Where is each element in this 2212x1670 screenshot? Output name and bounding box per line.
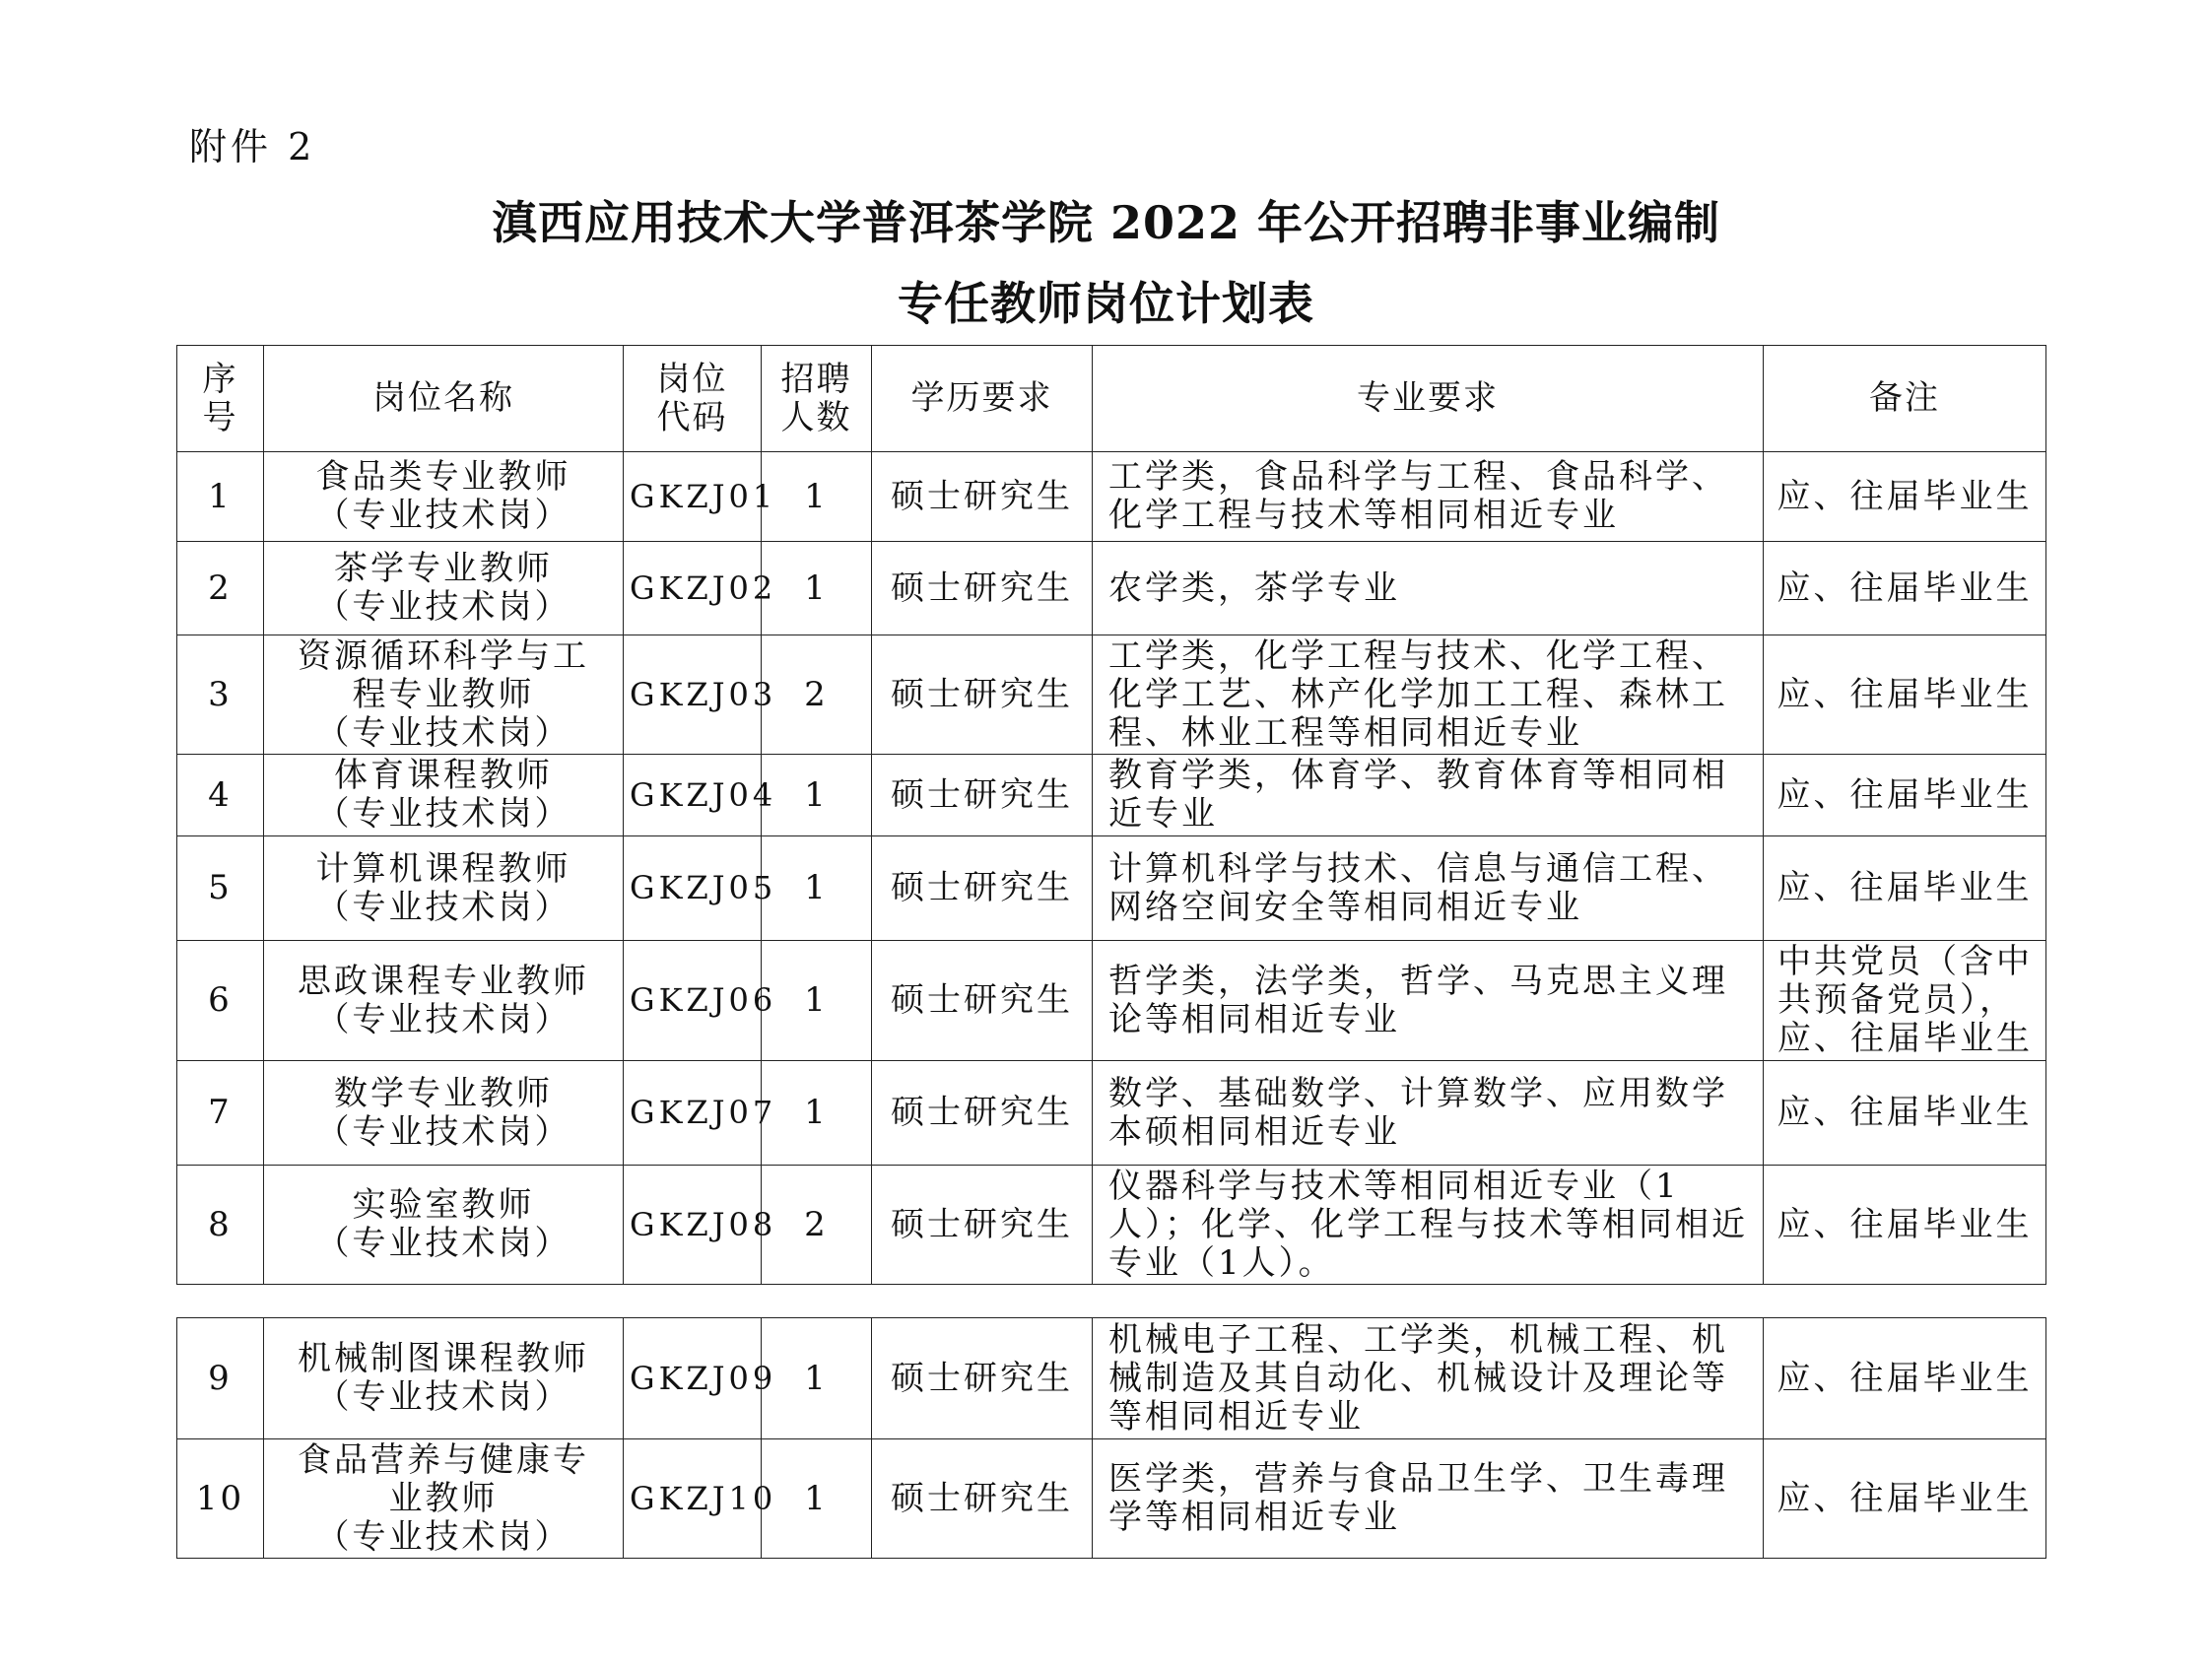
table-row — [177, 1166, 2046, 1285]
document-title-line2: 专任教师岗位计划表 — [898, 277, 1314, 330]
cell-count: 1 — [762, 542, 872, 635]
cell-position-name — [264, 1166, 624, 1285]
cell-seq: 3 — [177, 635, 264, 755]
cell-remarks: 应、往届毕业生 — [1764, 452, 2046, 542]
cell-position-code: GKZJ03 — [624, 635, 762, 755]
table-row — [177, 635, 2046, 755]
cell-count: 1 — [762, 1061, 872, 1166]
cell-education: 硕士研究生 — [872, 755, 1093, 836]
cell-remarks: 应、往届毕业生 — [1764, 755, 2046, 836]
position-title: 数学专业教师 — [334, 1073, 553, 1113]
cell-position-code: GKZJ02 — [624, 542, 762, 635]
position-title: 机械制图课程教师 — [298, 1339, 589, 1378]
table-row — [177, 1061, 2046, 1166]
cell-remarks: 应、往届毕业生 — [1764, 1061, 2046, 1166]
position-title: 食品类专业教师 — [315, 457, 571, 497]
cell-position-name — [264, 755, 624, 836]
table-row — [177, 542, 2046, 635]
cell-seq: 5 — [177, 836, 264, 941]
position-type: （专业技术岗） — [315, 999, 571, 1039]
cell-remarks: 应、往届毕业生 — [1764, 1318, 2046, 1439]
cell-position-name — [264, 1439, 624, 1559]
cell-count: 1 — [762, 755, 872, 836]
position-title: 资源循环科学与工程专业教师 — [298, 635, 589, 714]
cell-count: 1 — [762, 1439, 872, 1559]
recruitment-table-continued — [176, 1317, 2046, 1559]
header-education: 学历要求 — [872, 346, 1093, 452]
cell-education: 硕士研究生 — [872, 635, 1093, 755]
position-title: 思政课程专业教师 — [298, 961, 589, 1001]
position-type: （专业技术岗） — [315, 794, 571, 834]
cell-remarks: 应、往届毕业生 — [1764, 635, 2046, 755]
cell-education: 硕士研究生 — [872, 836, 1093, 941]
cell-education: 硕士研究生 — [872, 941, 1093, 1061]
cell-position-name — [264, 635, 624, 755]
cell-seq: 7 — [177, 1061, 264, 1166]
cell-position-code: GKZJ06 — [624, 941, 762, 1061]
header-position-code: 岗位代码 — [624, 346, 762, 452]
recruitment-table — [176, 345, 2046, 1285]
table-row — [177, 1439, 2046, 1559]
position-type: （专业技术岗） — [315, 887, 571, 927]
table-row — [177, 452, 2046, 542]
position-title: 体育课程教师 — [334, 756, 553, 795]
cell-education: 硕士研究生 — [872, 542, 1093, 635]
cell-education: 硕士研究生 — [872, 1061, 1093, 1166]
position-type: （专业技术岗） — [315, 1224, 571, 1263]
table-row — [177, 836, 2046, 941]
cell-count: 1 — [762, 836, 872, 941]
table-row — [177, 755, 2046, 836]
attachment-label: 附件 2 — [189, 125, 316, 168]
cell-remarks: 中共党员（含中共预备党员），应、往届毕业生 — [1764, 941, 2046, 1061]
cell-major: 医学类，营养与食品卫生学、卫生毒理学等相同相近专业 — [1093, 1439, 1764, 1559]
cell-position-name — [264, 941, 624, 1061]
cell-major: 工学类，食品科学与工程、食品科学、化学工程与技术等相同相近专业 — [1093, 452, 1764, 542]
cell-seq: 2 — [177, 542, 264, 635]
cell-major: 计算机科学与技术、信息与通信工程、网络空间安全等相同相近专业 — [1093, 836, 1764, 941]
position-title: 茶学专业教师 — [334, 549, 553, 588]
cell-position-name — [264, 1061, 624, 1166]
cell-count: 1 — [762, 1318, 872, 1439]
cell-position-code: GKZJ01 — [624, 452, 762, 542]
header-position-name: 岗位名称 — [264, 346, 624, 452]
position-type: （专业技术岗） — [315, 1111, 571, 1152]
cell-major: 农学类，茶学专业 — [1093, 542, 1764, 635]
cell-count: 1 — [762, 452, 872, 542]
cell-position-code: GKZJ10 — [624, 1439, 762, 1559]
position-title: 实验室教师 — [352, 1185, 535, 1225]
cell-position-name — [264, 452, 624, 542]
table-header-row — [177, 346, 2046, 452]
position-type: （专业技术岗） — [315, 1516, 571, 1557]
cell-position-code: GKZJ07 — [624, 1061, 762, 1166]
document-title-line1: 滇西应用技术大学普洱茶学院 2022 年公开招聘非事业编制 — [491, 196, 1721, 249]
cell-major: 教育学类，体育学、教育体育等相同相近专业 — [1093, 755, 1764, 836]
cell-education: 硕士研究生 — [872, 1318, 1093, 1439]
table-row — [177, 1318, 2046, 1439]
cell-position-name — [264, 542, 624, 635]
cell-count: 2 — [762, 1166, 872, 1285]
cell-major: 数学、基础数学、计算数学、应用数学本硕相同相近专业 — [1093, 1061, 1764, 1166]
cell-education: 硕士研究生 — [872, 452, 1093, 542]
cell-remarks: 应、往届毕业生 — [1764, 542, 2046, 635]
position-title: 食品营养与健康专业教师 — [298, 1439, 589, 1518]
cell-position-name — [264, 1318, 624, 1439]
cell-count: 2 — [762, 635, 872, 755]
position-type: （专业技术岗） — [315, 587, 571, 627]
cell-position-name — [264, 836, 624, 941]
cell-major: 机械电子工程、工学类，机械工程、机械制造及其自动化、机械设计及理论等等相同相近专业 — [1093, 1318, 1764, 1439]
cell-remarks: 应、往届毕业生 — [1764, 1439, 2046, 1559]
cell-major: 仪器科学与技术等相同相近专业（1人）；化学、化学工程与技术等相同相近专业（1人）。 — [1093, 1166, 1764, 1285]
cell-position-code: GKZJ05 — [624, 836, 762, 941]
cell-education: 硕士研究生 — [872, 1166, 1093, 1285]
cell-position-code: GKZJ08 — [624, 1166, 762, 1285]
header-count: 招聘人数 — [762, 346, 872, 452]
position-type: （专业技术岗） — [315, 1377, 571, 1417]
cell-position-code: GKZJ04 — [624, 755, 762, 836]
cell-seq: 9 — [177, 1318, 264, 1439]
cell-seq: 6 — [177, 941, 264, 1061]
header-seq: 序号 — [177, 346, 264, 452]
position-type: （专业技术岗） — [315, 496, 571, 535]
header-remarks: 备注 — [1764, 346, 2046, 452]
cell-major: 哲学类，法学类，哲学、马克思主义理论等相同相近专业 — [1093, 941, 1764, 1061]
cell-position-code: GKZJ09 — [624, 1318, 762, 1439]
header-major: 专业要求 — [1093, 346, 1764, 452]
table-row — [177, 941, 2046, 1061]
cell-remarks: 应、往届毕业生 — [1764, 836, 2046, 941]
cell-education: 硕士研究生 — [872, 1439, 1093, 1559]
cell-seq: 4 — [177, 755, 264, 836]
cell-remarks: 应、往届毕业生 — [1764, 1166, 2046, 1285]
cell-major: 工学类，化学工程与技术、化学工程、化学工艺、林产化学加工工程、森林工程、林业工程等相同相近专业 — [1093, 635, 1764, 755]
position-title: 计算机课程教师 — [315, 848, 571, 889]
cell-seq: 1 — [177, 452, 264, 542]
cell-count: 1 — [762, 941, 872, 1061]
cell-seq: 8 — [177, 1166, 264, 1285]
position-type: （专业技术岗） — [315, 712, 571, 753]
cell-seq: 10 — [177, 1439, 264, 1559]
